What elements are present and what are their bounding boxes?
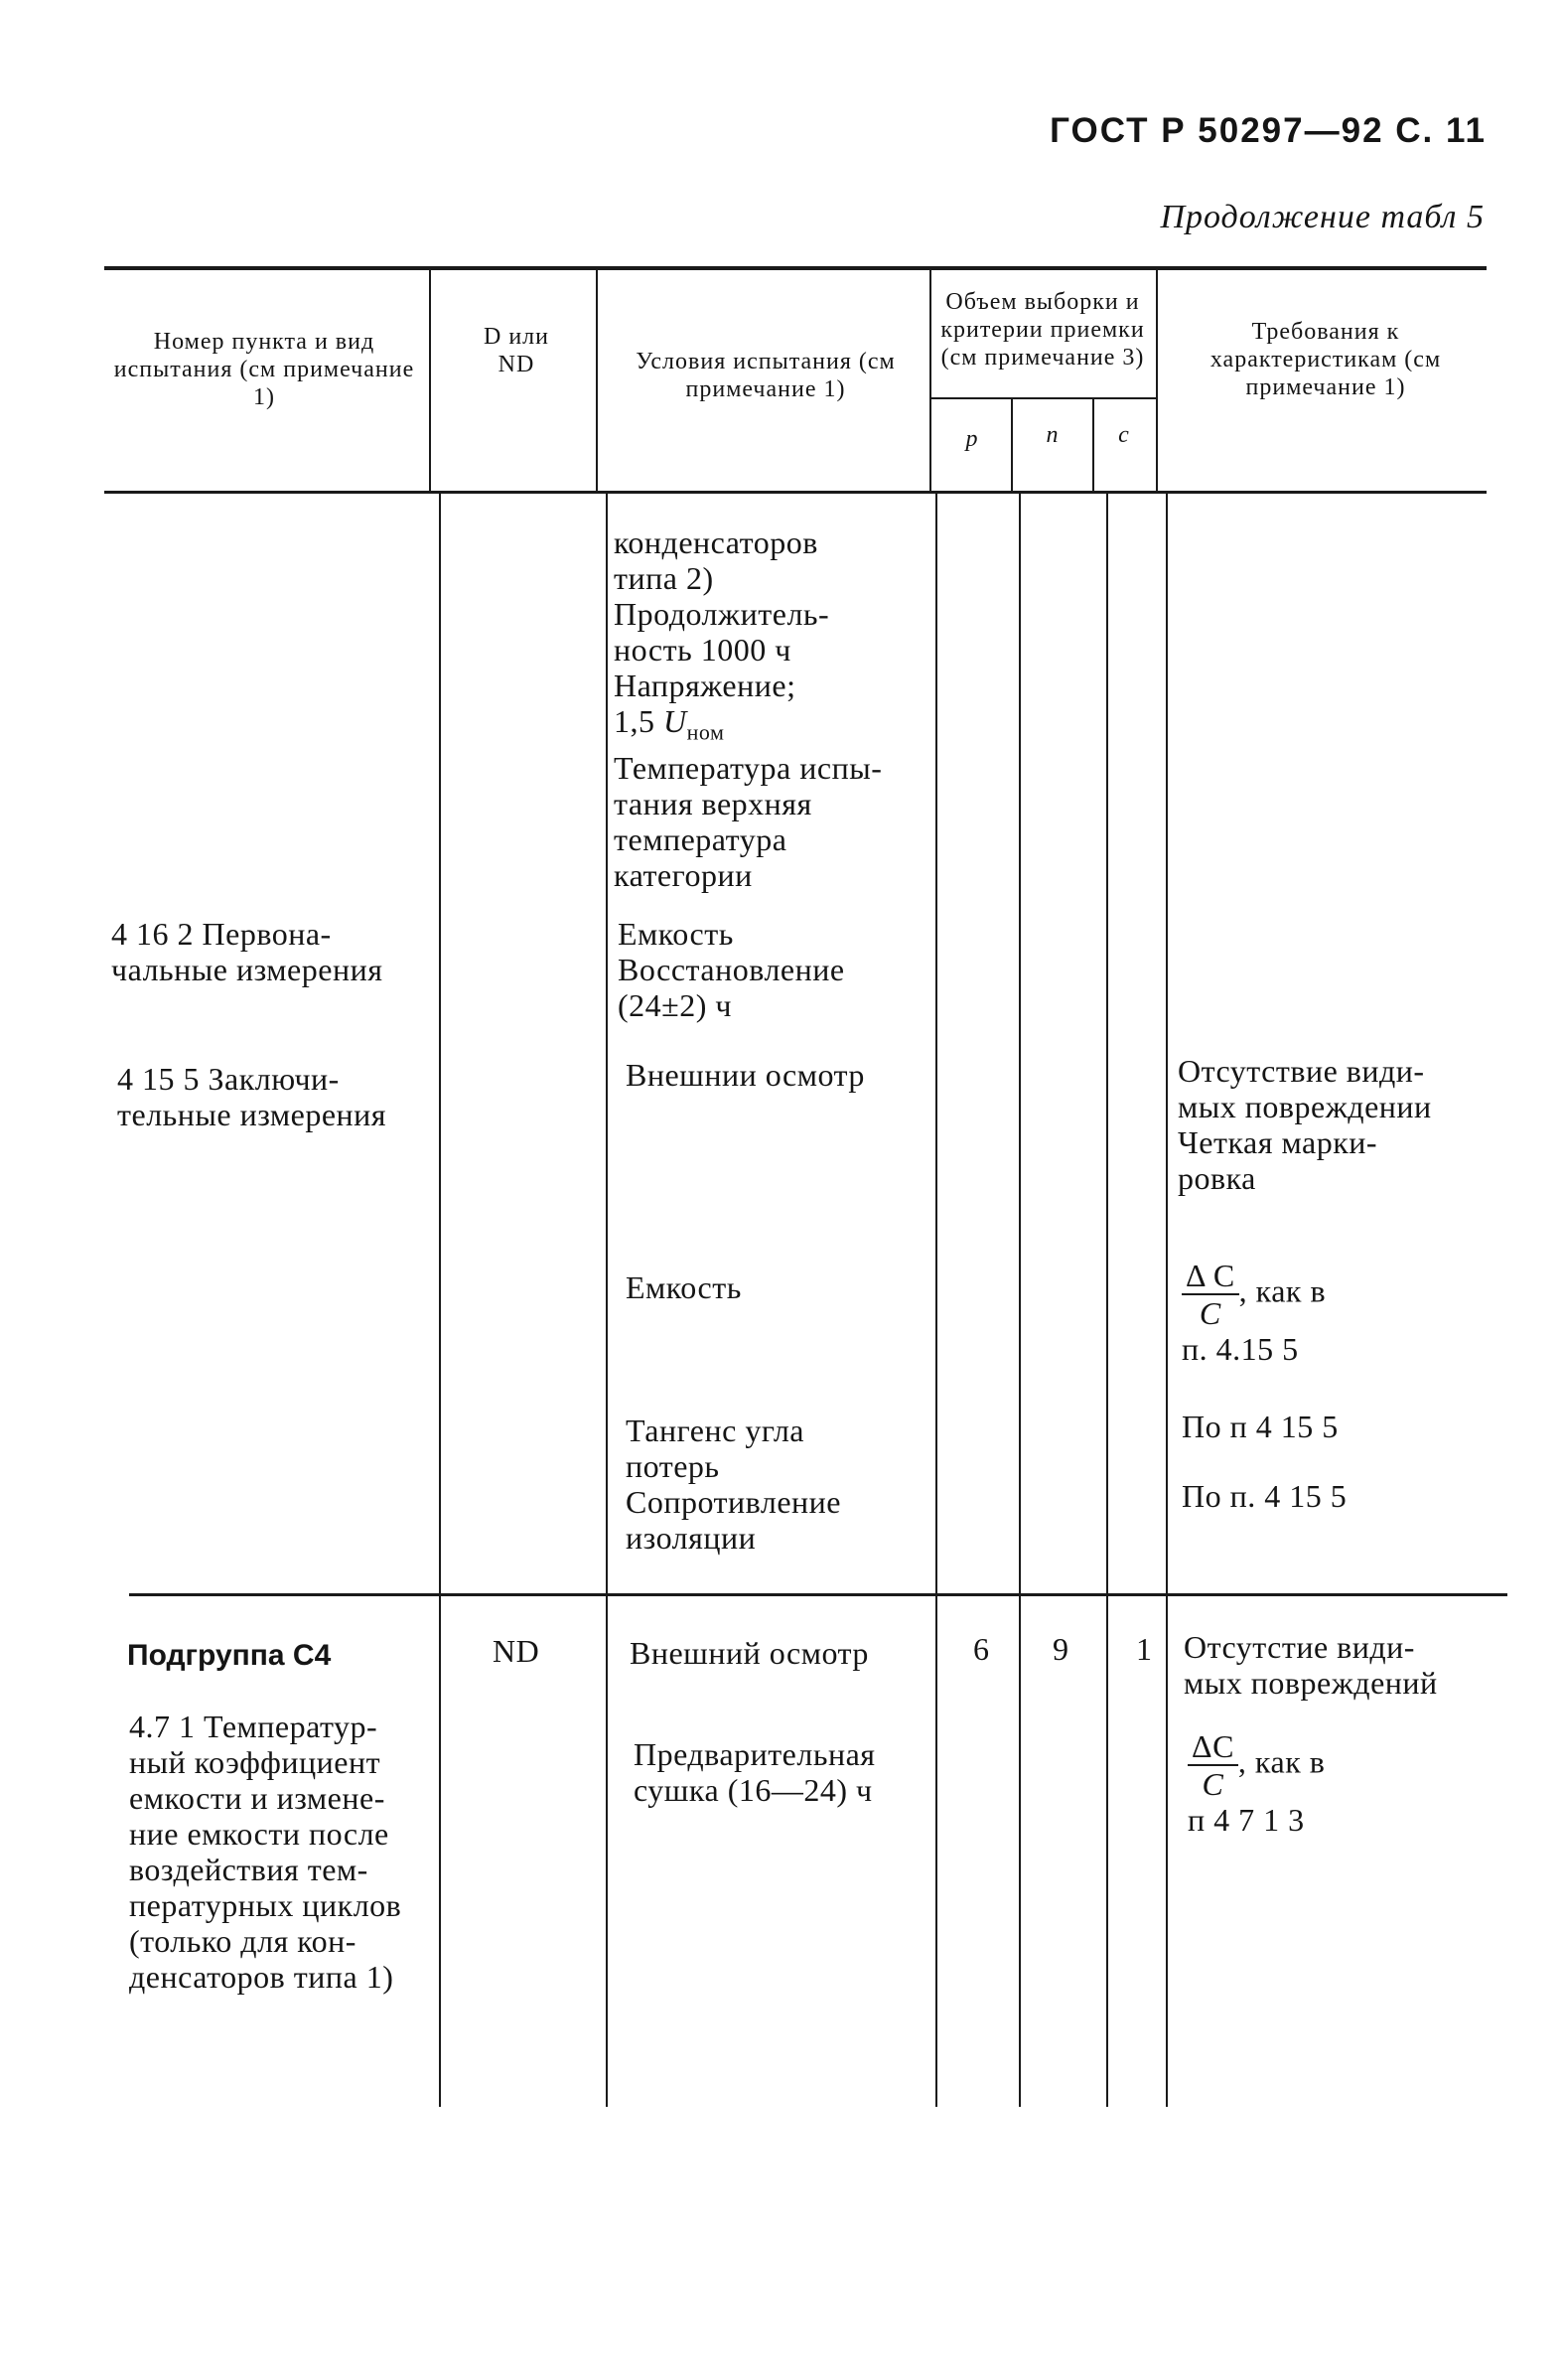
fraction-denominator: C (1202, 1766, 1224, 1802)
cond-line: изоляции (626, 1520, 757, 1556)
conditions-capacity: Емкость (626, 1269, 742, 1305)
item-line: 4 15 5 Заключи- (117, 1061, 340, 1097)
capacity-formula-line (1182, 1258, 1480, 1331)
table-header-rule (104, 491, 1487, 494)
col-header-n: n (1046, 422, 1060, 448)
requirements-insulation: По п. 4 15 5 (1182, 1478, 1348, 1514)
item-line: 4 16 2 Первона- (111, 916, 332, 952)
requirements-tangent: По п 4 15 5 (1182, 1409, 1339, 1444)
col-rule (606, 494, 608, 2107)
cond-line: ность 1000 ч (614, 632, 791, 668)
col-header-item: Номер пункта и вид испытания (см примечание 1) (113, 329, 415, 410)
subgroup-separator-rule (129, 1593, 1507, 1596)
col-rule (1166, 494, 1168, 2107)
item-line: ние емкости после (129, 1816, 389, 1852)
cond-line: Продолжитель- (614, 596, 830, 632)
req-line: ровка (1178, 1160, 1256, 1196)
col-header-p: p (965, 426, 979, 452)
col-header-requirements: Требования к характеристикам (см примечание 1) (1209, 319, 1442, 400)
item-line: 4.7 1 Температур- (129, 1709, 378, 1744)
subgroup-n: 9 (1053, 1631, 1069, 1667)
page-header-title: ГОСТ Р 50297—92 С. 11 (1050, 111, 1487, 150)
col-rule (935, 494, 937, 2107)
table-continuation-label: Продолжение табл 5 (1160, 199, 1485, 235)
item-line: тельные измерения (117, 1097, 387, 1132)
conditions-visual: Внешнии осмотр (626, 1057, 865, 1093)
cond-line: Сопротивление (626, 1484, 841, 1520)
item-line: ный коэффициент (129, 1744, 381, 1780)
cond-line: типа 2) (614, 560, 714, 596)
req-line: мых повреждений (1184, 1665, 1438, 1701)
item-line: денсаторов типа 1) (129, 1959, 394, 1995)
item-line: чальные измерения (111, 952, 383, 987)
subgroup-d-nd: ND (493, 1633, 540, 1669)
capacity-formula-line (1188, 1728, 1486, 1802)
conditions-4-16-2 (618, 916, 933, 1023)
item-4-16-2 (111, 916, 439, 987)
delta-c-fraction (1182, 1258, 1239, 1331)
subgroup-p: 6 (973, 1631, 990, 1667)
subgroup-c: 1 (1136, 1631, 1153, 1667)
cond-line: Емкость (618, 916, 734, 952)
col-header-conditions: Условия испытания (см примечание 1) (636, 349, 896, 402)
delta-c-fraction (1188, 1728, 1238, 1802)
cond-line: Тангенс угла (626, 1413, 804, 1448)
voltage-prefix: 1,5 (614, 703, 655, 739)
req-line: п 4 7 1 3 (1188, 1802, 1305, 1838)
sample-subheader-rule (929, 397, 1156, 399)
col-rule (1156, 270, 1158, 491)
col-rule (929, 270, 931, 491)
cond-line: Восстановление (618, 952, 845, 987)
item-line: емкости и измене- (129, 1780, 385, 1816)
voltage-symbol: U (663, 703, 687, 739)
conditions-tangent (626, 1413, 933, 1556)
conditions-drying (634, 1736, 931, 1808)
req-line: Отсутстие види- (1184, 1629, 1415, 1665)
col-header-sample: Объем выборки и критерии приемки (см примечание 3) (940, 289, 1145, 371)
cond-line: (24±2) ч (618, 987, 732, 1023)
conditions-continued (614, 524, 931, 893)
requirements-4-7-1 (1188, 1728, 1486, 1838)
cond-line: Температура испы- (614, 750, 883, 787)
subgroup-label: Подгруппа С4 (127, 1639, 332, 1672)
col-header-c: c (1118, 422, 1130, 448)
req-line: п. 4.15 5 (1182, 1331, 1299, 1367)
col-header-d-nd: D или ND (484, 324, 549, 377)
requirements-visual (1178, 1053, 1486, 1196)
fraction-numerator: ΔC (1188, 1728, 1238, 1766)
table-top-rule (104, 266, 1487, 270)
voltage-line (614, 703, 931, 750)
cond-line: категории (614, 857, 753, 894)
cond-line: Предварительная (634, 1736, 876, 1772)
formula-suffix: , как в (1237, 1743, 1326, 1780)
voltage-subscript: ном (686, 719, 725, 745)
col-rule (1019, 494, 1021, 2107)
requirements-capacity (1182, 1258, 1480, 1367)
col-rule (596, 270, 598, 491)
req-line: Отсутствие види- (1178, 1053, 1425, 1089)
subgroup-requirements (1184, 1629, 1492, 1701)
col-rule (429, 270, 431, 491)
item-4-15-5 (117, 1061, 445, 1132)
cond-line: сушка (16—24) ч (634, 1772, 873, 1808)
cond-line: конденсаторов (614, 524, 818, 560)
item-line: воздействия тем- (129, 1852, 368, 1887)
subgroup-conditions: Внешний осмотр (630, 1635, 869, 1671)
cond-line: Напряжение; (614, 668, 796, 703)
fraction-numerator: Δ C (1182, 1258, 1239, 1295)
fraction-denominator: C (1199, 1295, 1221, 1331)
cond-line: температура (614, 821, 787, 858)
req-line: Четкая марки- (1178, 1124, 1378, 1160)
col-rule (1106, 494, 1108, 2107)
req-line: мых повреждении (1178, 1089, 1432, 1124)
item-line: (только для кон- (129, 1923, 356, 1959)
cond-line: потерь (626, 1448, 720, 1484)
item-line: пературных циклов (129, 1887, 402, 1923)
formula-suffix: , как в (1238, 1272, 1327, 1309)
cond-line: тания верхняя (614, 786, 812, 822)
item-4-7-1 (129, 1709, 457, 1995)
